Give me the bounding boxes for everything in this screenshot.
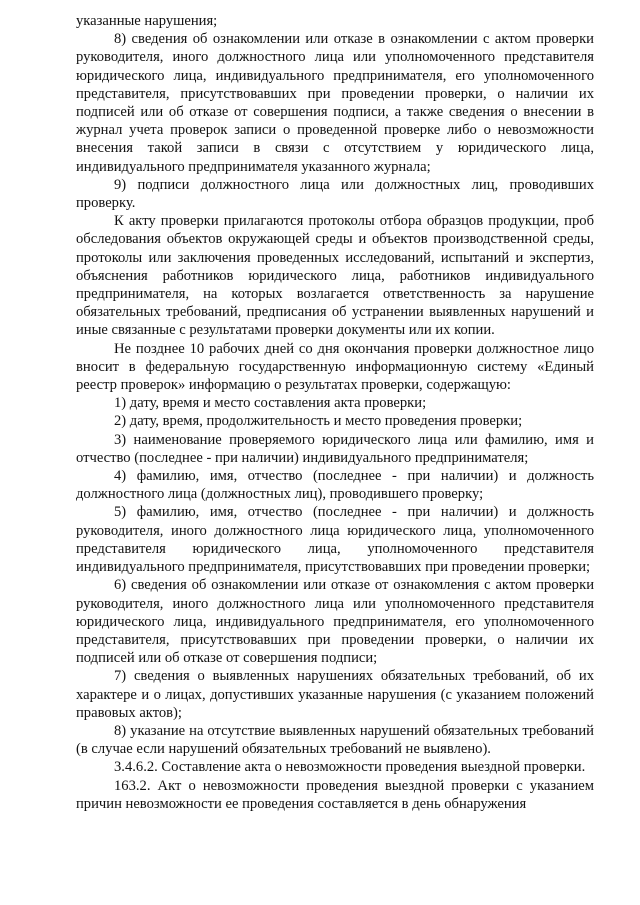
registry-item-5: 5) фамилию, имя, отчество (последнее - при наличии) и должность руководителя, иного должностного лица юридического лица, уполномоченного представителя юридического лица, уполномоченного представителя индивидуального предпринимателя, присутствовавших при проведении проверки; <box>76 504 594 576</box>
paragraph-registry: Не позднее 10 рабочих дней со дня окончания проверки должностное лицо вносит в федеральную государственную информационную систему «Единый реестр проверок» информацию о результатах проверки, содержащую: <box>76 340 594 394</box>
registry-item-3: 3) наименование проверяемого юридического лица или фамилию, имя и отчество (последнее - при наличии) индивидуального предпринимателя; <box>76 431 594 466</box>
paragraph-attachments: К акту проверки прилагаются протоколы отбора образцов продукции, проб обследования объектов окружающей среды и объектов производственной среды, протоколы или заключения проведенных исследований, испытаний и экспертиз, объяснения работников юридического лица, работников индивидуального предпринимателя, на которых возлагается ответственность за нарушение обязательных требований, предписания об устранении выявленных нарушений и иные связанные с результатами проверки документы или их копии. <box>76 213 594 339</box>
registry-item-4: 4) фамилию, имя, отчество (последнее - при наличии) и должность должностного лица (должностных лиц), проводившего проверку; <box>76 468 594 503</box>
list-item-8-acquaintance: 8) сведения об ознакомлении или отказе в ознакомлении с актом проверки руководителя, иного должностного лица или уполномоченного представителя юридического лица, индивидуального предпринимателя, его уполномоченного представителя, присутствовавших при проведении проверки, о наличии их подписей или об отказе от совершения подписи, а также сведения о внесении в журнал учета проверок записи о проведенной проверке либо о невозможности внесения такой записи в связи с отсутствием у юридического лица, индивидуального предпринимателя указанного журнала; <box>76 31 594 175</box>
registry-item-6: 6) сведения об ознакомлении или отказе от ознакомления с актом проверки руководителя, иного должностного лица или уполномоченного представителя юридического лица, индивидуального предпринимателя, его уполномоченного представителя, присутствовавших при проведении проверки, о наличии их подписей или об отказе от совершения подписи; <box>76 577 594 667</box>
registry-item-8: 8) указание на отсутствие выявленных нарушений обязательных требований (в случае если нарушений обязательных требований не выявлено). <box>76 722 594 758</box>
paragraph-163-2: 163.2. Акт о невозможности проведения выездной проверки с указанием причин невозможности ее проведения составляется в день обнаружения <box>76 777 594 812</box>
registry-item-1: 1) дату, время и место составления акта проверки; <box>114 395 427 412</box>
list-item-9-signatures: 9) подписи должностного лица или должностных лиц, проводивших проверку. <box>76 176 594 212</box>
registry-item-2: 2) дату, время, продолжительность и место проведения проверки; <box>114 413 523 430</box>
paragraph-continuation: указанные нарушения; <box>76 13 218 29</box>
section-heading-3-4-6-2: 3.4.6.2. Составление акта о невозможности проведения выездной проверки. <box>114 759 586 776</box>
registry-item-7: 7) сведения о выявленных нарушениях обязательных требований, об их характере и о лицах, допустивших указанные нарушения (с указанием положений правовых актов); <box>76 668 594 721</box>
